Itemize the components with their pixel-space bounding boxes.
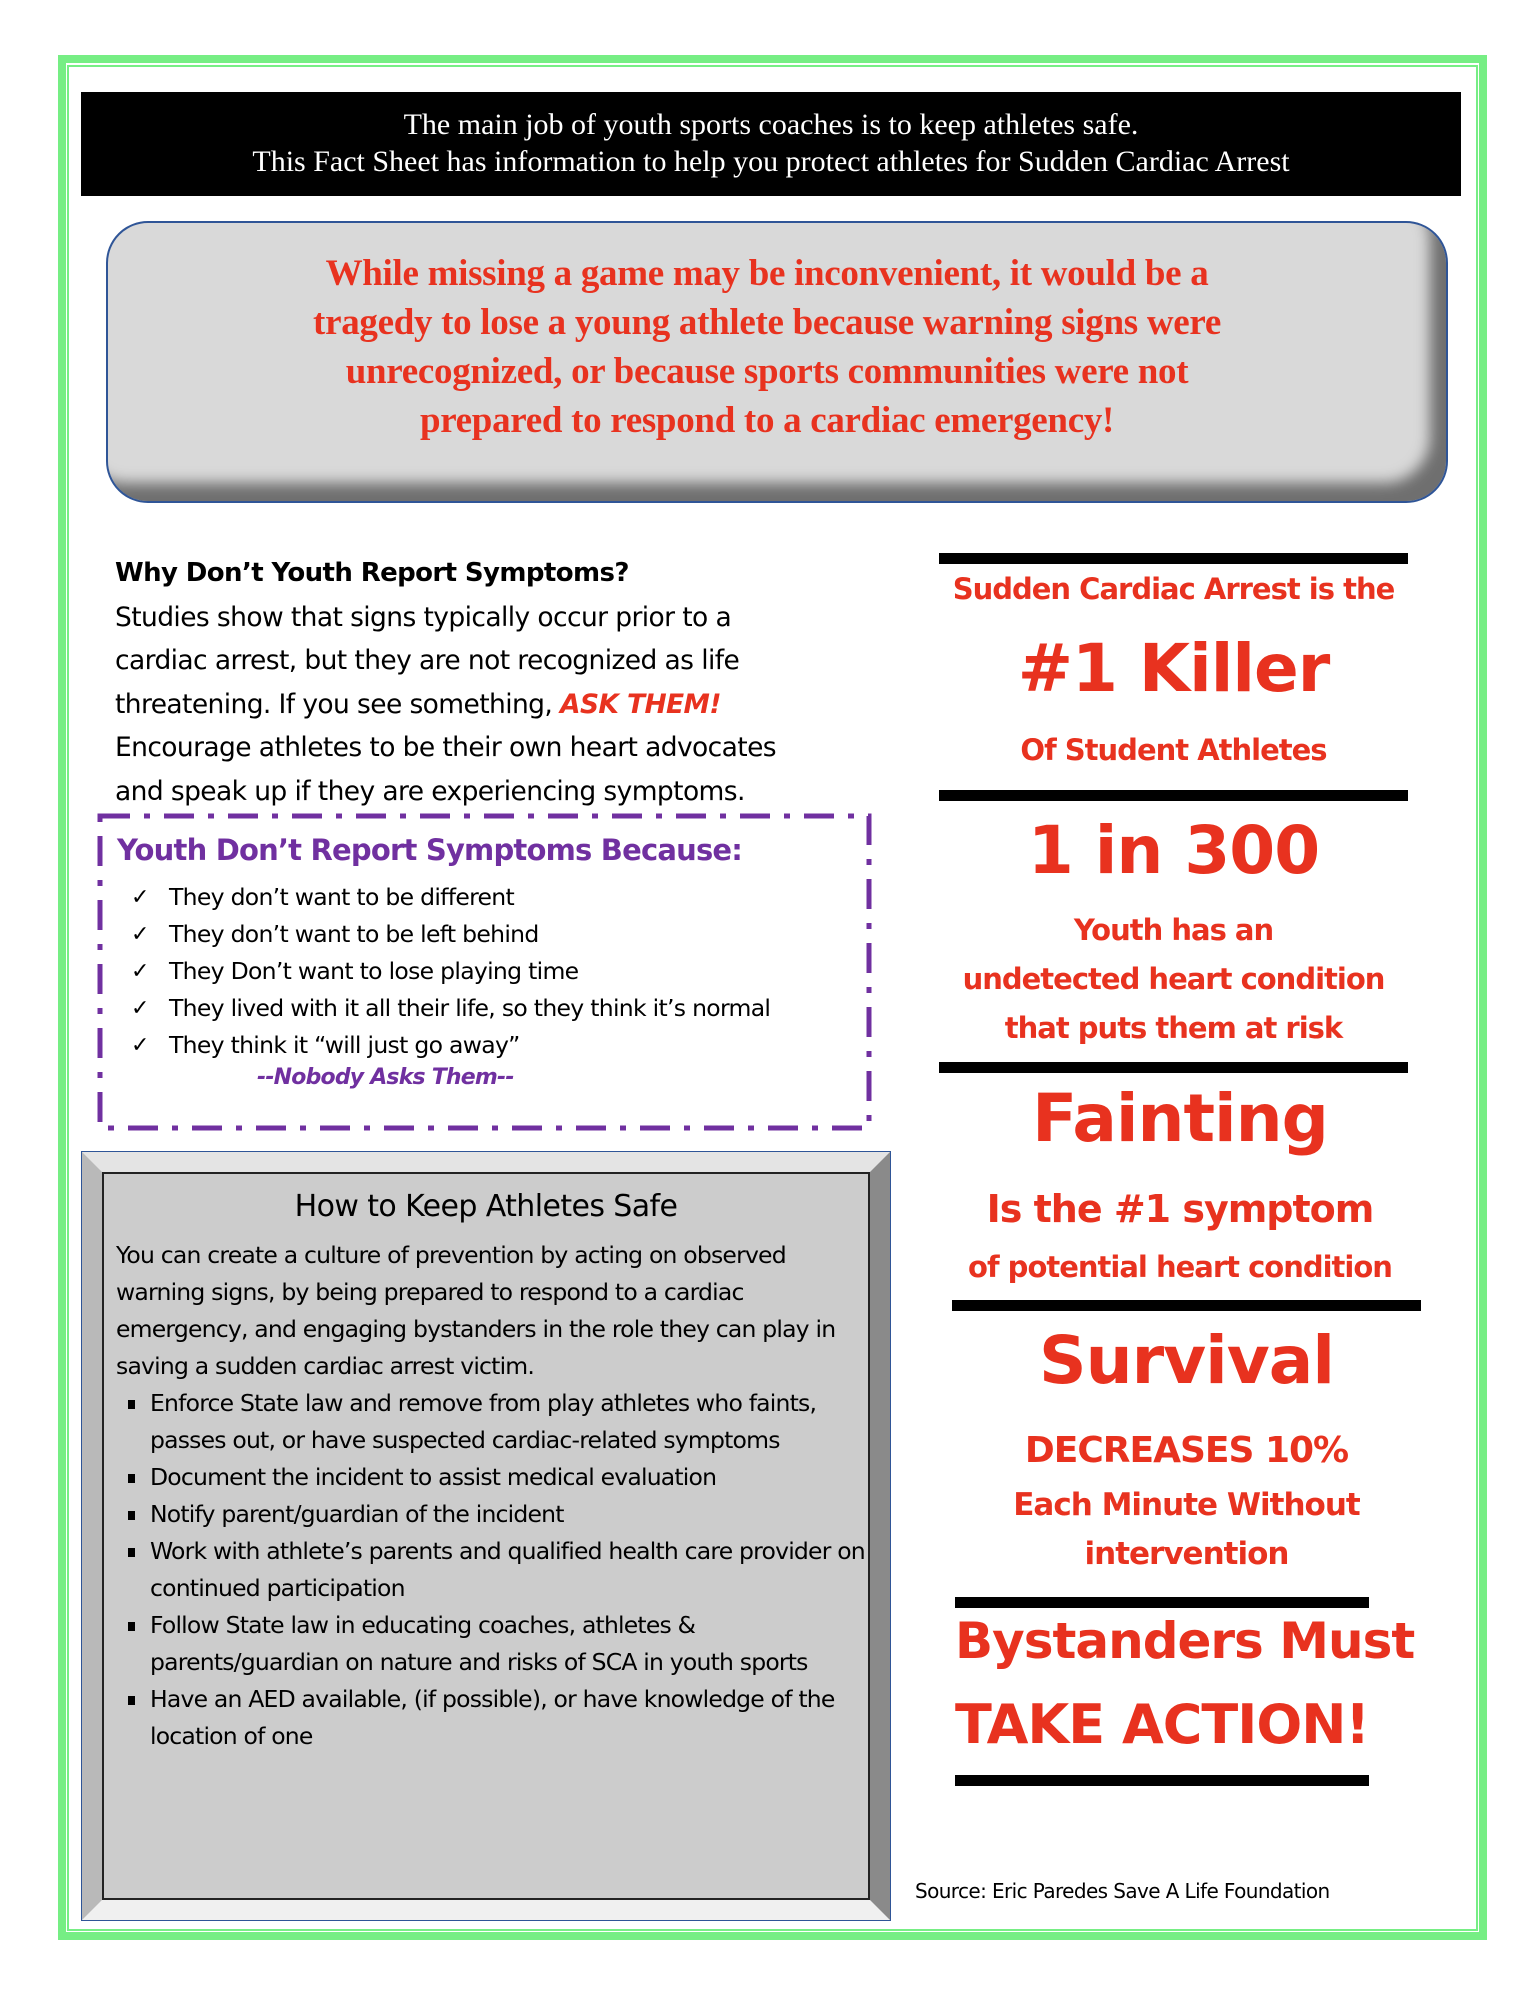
reasons-box-title: Youth Don’t Report Symptoms Because: bbox=[117, 833, 743, 867]
reason-text: They don’t want to be different bbox=[169, 883, 514, 911]
reason-item bbox=[131, 1027, 770, 1064]
stat-bystanders-line1: Bystanders Must bbox=[955, 1612, 1415, 1670]
callout-line: unrecognized, or because sports communities were not bbox=[345, 351, 1189, 392]
check-icon: ✓ bbox=[131, 922, 149, 947]
safety-box-panel bbox=[102, 1172, 870, 1900]
reasons-box bbox=[97, 813, 872, 1131]
square-bullet-icon bbox=[128, 1622, 135, 1631]
safety-bullet-text: Work with athlete’s parents and qualified health care provider on continued participation bbox=[150, 1537, 865, 1602]
reason-text: They don’t want to be left behind bbox=[169, 920, 539, 948]
banner-line-2: This Fact Sheet has information to help you protect athletes for Sudden Cardiac Arrest bbox=[252, 145, 1290, 178]
divider-rule bbox=[939, 790, 1408, 801]
header-banner bbox=[81, 92, 1461, 196]
check-icon: ✓ bbox=[131, 996, 149, 1021]
why-section bbox=[115, 552, 885, 813]
reason-item bbox=[131, 953, 770, 990]
safety-bullet bbox=[116, 1533, 876, 1607]
stat-killer-pre: Sudden Cardiac Arrest is the bbox=[952, 572, 1395, 606]
safety-box-title: How to Keep Athletes Safe bbox=[294, 1189, 678, 1224]
safety-box-intro: You can create a culture of prevention by acting on observed warning signs, by being prepared to respond to a cardiac emergency, and engaging bystanders in the role they can play in saving a sudden cardiac arrest victim. bbox=[116, 1241, 836, 1380]
why-text-prefix: threatening. If you see something, bbox=[115, 688, 561, 720]
banner-line-1: The main job of youth sports coaches is to keep athletes safe. bbox=[403, 108, 1139, 141]
reason-item bbox=[131, 879, 770, 916]
stat-bystanders-line2: TAKE ACTION! bbox=[955, 1693, 1370, 1756]
stat-killer-headline: #1 Killer bbox=[1017, 630, 1330, 707]
stat-survival-line1: DECREASES 10% bbox=[1024, 1430, 1349, 1471]
callout-text bbox=[108, 249, 1426, 445]
stat-ratio-line2: undetected heart condition bbox=[962, 962, 1385, 996]
why-text-line: Encourage athletes to be their own heart advocates bbox=[115, 732, 776, 763]
reasons-box-footer: --Nobody Asks Them-- bbox=[257, 1065, 514, 1090]
reason-item bbox=[131, 916, 770, 953]
square-bullet-icon bbox=[128, 1400, 135, 1409]
reason-item bbox=[131, 990, 770, 1027]
why-text-line bbox=[115, 683, 885, 727]
stat-fainting-line2: of potential heart condition bbox=[968, 1250, 1392, 1284]
check-icon: ✓ bbox=[131, 1033, 149, 1058]
callout-line: While missing a game may be inconvenient, it would be a bbox=[325, 253, 1209, 294]
stat-killer-post: Of Student Athletes bbox=[1020, 733, 1327, 767]
ask-them-emphasis: ASK THEM! bbox=[560, 688, 721, 720]
reason-text: They Don’t want to lose playing time bbox=[169, 957, 579, 985]
why-section-title: Why Don’t Youth Report Symptoms? bbox=[115, 558, 629, 588]
divider-rule bbox=[939, 1062, 1408, 1073]
safety-bullet-text: Document the incident to assist medical evaluation bbox=[150, 1463, 717, 1491]
stat-survival-headline: Survival bbox=[1039, 1322, 1334, 1399]
check-icon: ✓ bbox=[131, 885, 149, 910]
stat-survival-line3: intervention bbox=[1084, 1536, 1289, 1572]
warning-callout bbox=[106, 221, 1448, 503]
check-icon: ✓ bbox=[131, 959, 149, 984]
source-citation: Source: Eric Paredes Save A Life Foundation bbox=[915, 1879, 1330, 1903]
square-bullet-icon bbox=[128, 1511, 135, 1520]
reason-text: They think it “will just go away” bbox=[169, 1031, 520, 1059]
callout-line: tragedy to lose a young athlete because warning signs were bbox=[313, 302, 1221, 343]
stat-ratio-line1: Youth has an bbox=[1073, 913, 1274, 947]
reason-text: They lived with it all their life, so they think it’s normal bbox=[169, 994, 771, 1022]
stat-survival-line2: Each Minute Without bbox=[1013, 1487, 1360, 1523]
safety-bullet-text: Have an AED available, (if possible), or have knowledge of the location of one bbox=[150, 1685, 835, 1750]
stat-fainting-headline: Fainting bbox=[1032, 1080, 1328, 1157]
square-bullet-icon bbox=[128, 1548, 135, 1557]
safety-bullet-text: Notify parent/guardian of the incident bbox=[150, 1500, 564, 1528]
divider-rule bbox=[955, 1597, 1369, 1608]
safety-bullet-text: Follow State law in educating coaches, athletes & parents/guardian on nature and risks of SCA in youth sports bbox=[150, 1611, 808, 1676]
safety-bullet bbox=[116, 1607, 876, 1681]
safety-bullet bbox=[116, 1681, 876, 1755]
stat-ratio-line3: that puts them at risk bbox=[1004, 1011, 1343, 1045]
why-text-line: and speak up if they are experiencing symptoms. bbox=[115, 775, 745, 807]
stat-fainting-line1: Is the #1 symptom bbox=[986, 1187, 1374, 1231]
divider-rule bbox=[955, 1775, 1369, 1786]
safety-bullet-text: Enforce State law and remove from play athletes who faints, passes out, or have suspected cardiac-related symptoms bbox=[150, 1389, 817, 1454]
stat-ratio-headline: 1 in 300 bbox=[1027, 812, 1320, 889]
divider-rule bbox=[939, 553, 1408, 564]
safety-bullet-list bbox=[116, 1385, 876, 1755]
divider-rule bbox=[952, 1300, 1421, 1311]
safety-bullet bbox=[116, 1385, 876, 1459]
safety-box bbox=[81, 1151, 891, 1921]
why-text-line: cardiac arrest, but they are not recognized as life bbox=[115, 645, 740, 676]
square-bullet-icon bbox=[128, 1474, 135, 1483]
safety-bullet bbox=[116, 1459, 876, 1496]
callout-line: prepared to respond to a cardiac emergency! bbox=[419, 400, 1115, 441]
square-bullet-icon bbox=[128, 1696, 135, 1705]
reasons-list bbox=[131, 879, 770, 1064]
why-text-line: Studies show that signs typically occur prior to a bbox=[115, 601, 732, 633]
safety-bullet bbox=[116, 1496, 876, 1533]
